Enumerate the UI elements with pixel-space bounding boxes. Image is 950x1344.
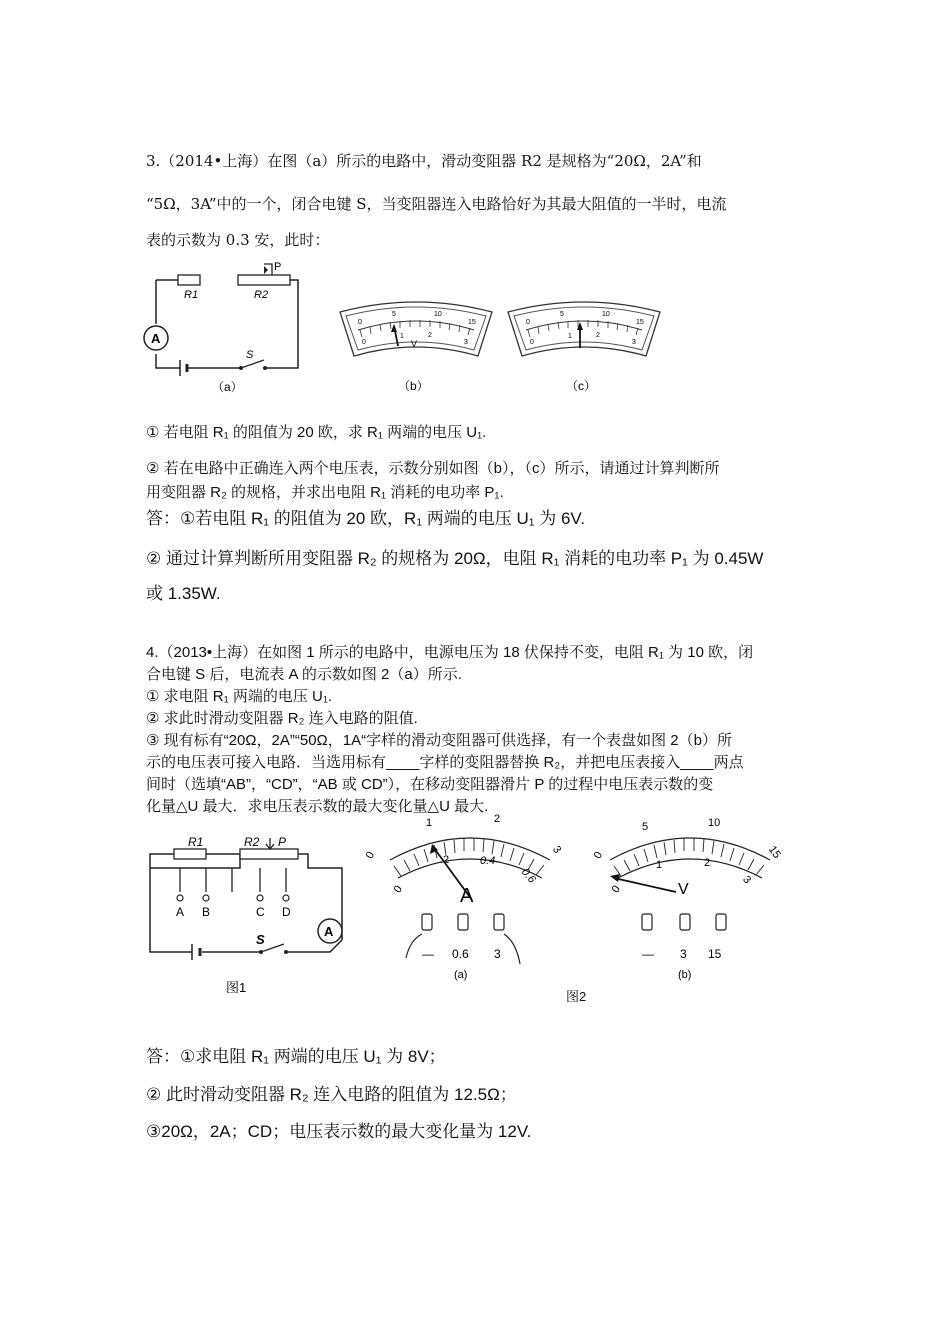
q3-line-3: 表的示数为 0.3 安，此时： — [146, 231, 330, 249]
q4-part-3b: 示的电压表可接入电路．当选用标有____字样的变阻器替换 R₂，并把电压表接入____两点 — [146, 754, 744, 771]
q4-line-2: 合电键 S 后，电流表 A 的示数如图 2（a）所示. — [146, 666, 462, 683]
vm-bottom-1: 1 — [656, 859, 663, 871]
label-r1: R1 — [188, 835, 204, 849]
label-p: P — [274, 261, 282, 273]
tick-bottom-2: 2 — [596, 332, 600, 339]
caption-fig2: 图2 — [566, 989, 587, 1004]
q4-line-1: 4.（2013•上海）在如图 1 所示的电路中，电源电压为 18 伏保持不变，电阻 R₁ 为 10 欧，闭 — [146, 644, 754, 661]
am-bottom-04: 0.4 — [480, 855, 496, 867]
q3-part-2b: 用变阻器 R₂ 的规格，并求出电阻 R₁ 消耗的电功率 P₁. — [146, 484, 504, 501]
am-bottom-06: 0.6 — [518, 866, 538, 886]
q4-ammeter-fig2a — [360, 808, 580, 988]
tick-top-0: 0 — [526, 319, 530, 326]
q3-line-1: 3.（2014•上海）在图（a）所示的电路中，滑动变阻器 R2 是规格为“20Ω，2A”和 — [146, 152, 702, 170]
am-top-2: 2 — [494, 813, 501, 825]
vm-terminal-neg: — — [642, 947, 654, 961]
am-bottom-02: .2 — [440, 854, 450, 866]
rheostat-r2 — [240, 849, 298, 859]
q3-answer-2a: ② 通过计算判断所用变阻器 R₂ 的规格为 20Ω，电阻 R₁ 消耗的电功率 P₁ 为 0.45W — [146, 549, 764, 568]
q3-voltmeter-c — [504, 290, 664, 400]
label-r2: R2 — [244, 835, 260, 849]
am-top-0: 0 — [363, 849, 378, 861]
tick-bottom-2: 2 — [428, 332, 432, 339]
q4-voltmeter-fig2b — [580, 808, 800, 988]
vm-top-0: 0 — [591, 849, 606, 861]
tick-top-15: 15 — [636, 319, 644, 326]
am-unit: A — [460, 885, 474, 907]
q4-part-3c: 间时（选填“AB”，“CD”，“AB 或 CD”），在移动变阻器滑片 P 的过程中电压表示数的变 — [146, 776, 714, 793]
caption-2a: (a) — [454, 969, 468, 981]
caption-fig1: 图1 — [226, 980, 247, 995]
q3-part-2a: ② 若在电路中正确连入两个电压表，示数分别如图（b），（c）所示，请通过计算判断所 — [146, 460, 720, 477]
am-top-1: 1 — [426, 817, 433, 829]
vm-terminal-15: 15 — [708, 947, 722, 961]
q3-line-2: “5Ω，3A”中的一个，闭合电键 S，当变阻器连入电路恰好为其最大阻值的一半时，电流 — [146, 195, 727, 213]
vm-top-15: 15 — [765, 843, 783, 861]
label-r1: R1 — [184, 289, 199, 301]
tick-top-0: 0 — [358, 319, 362, 326]
resistor-r1 — [178, 275, 200, 285]
label-p: P — [278, 835, 287, 849]
tick-top-5: 5 — [560, 311, 564, 318]
q3-part-1: ① 若电阻 R₁ 的阻值为 20 欧，求 R₁ 两端的电压 U₁. — [146, 424, 487, 441]
tick-top-10: 10 — [602, 311, 610, 318]
q4-part-3d: 化量△U 最大．求电压表示数的最大变化量△U 最大. — [146, 798, 489, 815]
q4-answer-1: 答：①求电阻 R₁ 两端的电压 U₁ 为 8V； — [146, 1047, 446, 1066]
q4-part-3a: ③ 现有标有“20Ω，2A”“50Ω，1A“字样的滑动变阻器可供选择，有一个表盘如图 2（b）所 — [146, 732, 732, 749]
tick-bottom-3: 3 — [464, 339, 468, 346]
tick-top-10: 10 — [434, 311, 442, 318]
point-d: D — [282, 905, 291, 919]
q4-answer-3: ③20Ω，2A；CD；电压表示数的最大变化量为 12V. — [146, 1122, 532, 1141]
tick-top-5: 5 — [392, 311, 396, 318]
label-r2: R2 — [254, 289, 269, 301]
caption-c: （c） — [566, 379, 597, 393]
am-bottom-0: 0 — [391, 883, 405, 896]
point-a: A — [176, 905, 185, 919]
caption-2b: (b) — [678, 969, 692, 981]
point-c: C — [256, 905, 265, 919]
resistor-r1 — [174, 849, 206, 859]
am-terminal-3: 3 — [494, 947, 501, 961]
vm-unit: V — [678, 881, 689, 898]
point-b: B — [202, 905, 211, 919]
caption-a: （a） — [212, 380, 243, 394]
voltmeter-needle — [614, 878, 676, 892]
label-a: A — [151, 331, 161, 346]
tick-top-15: 15 — [468, 319, 476, 326]
vm-top-10: 10 — [708, 817, 721, 829]
rheostat-r2 — [238, 275, 290, 285]
tick-bottom-1: 1 — [568, 333, 572, 340]
vm-terminal-3: 3 — [680, 947, 687, 961]
q3-circuit-diagram — [140, 258, 310, 398]
tick-bottom-0: 0 — [530, 339, 534, 346]
am-top-3: 3 — [549, 843, 564, 856]
vm-bottom-0: 0 — [609, 883, 623, 896]
q4-answer-2: ② 此时滑动变阻器 R₂ 连入电路的阻值为 12.5Ω； — [146, 1085, 517, 1104]
label-a: A — [324, 924, 334, 939]
q3-voltmeter-b — [336, 290, 496, 400]
tick-bottom-3: 3 — [632, 339, 636, 346]
tick-bottom-0: 0 — [362, 339, 366, 346]
vm-bottom-2: 2 — [704, 857, 711, 869]
q4-part-2: ② 求此时滑动变阻器 R₂ 连入电路的阻值. — [146, 710, 418, 727]
q3-answer-2b: 或 1.35W. — [146, 584, 221, 603]
am-terminal-06: 0.6 — [452, 947, 469, 961]
q4-part-1: ① 求电阻 R₁ 两端的电压 U₁. — [146, 688, 333, 705]
am-terminal-neg: — — [422, 947, 434, 961]
q4-circuit-fig1 — [140, 832, 360, 1007]
vm-bottom-3: 3 — [740, 873, 754, 887]
q3-answer-1: 答：①若电阻 R₁ 的阻值为 20 欧，R₁ 两端的电压 U₁ 为 6V. — [146, 509, 585, 528]
switch-icon — [241, 360, 264, 368]
label-s: S — [256, 932, 265, 947]
caption-b: （b） — [398, 379, 429, 393]
label-s: S — [246, 349, 254, 361]
unit-v: V — [411, 339, 418, 349]
tick-bottom-1: 1 — [400, 333, 404, 340]
vm-top-5: 5 — [642, 821, 649, 833]
